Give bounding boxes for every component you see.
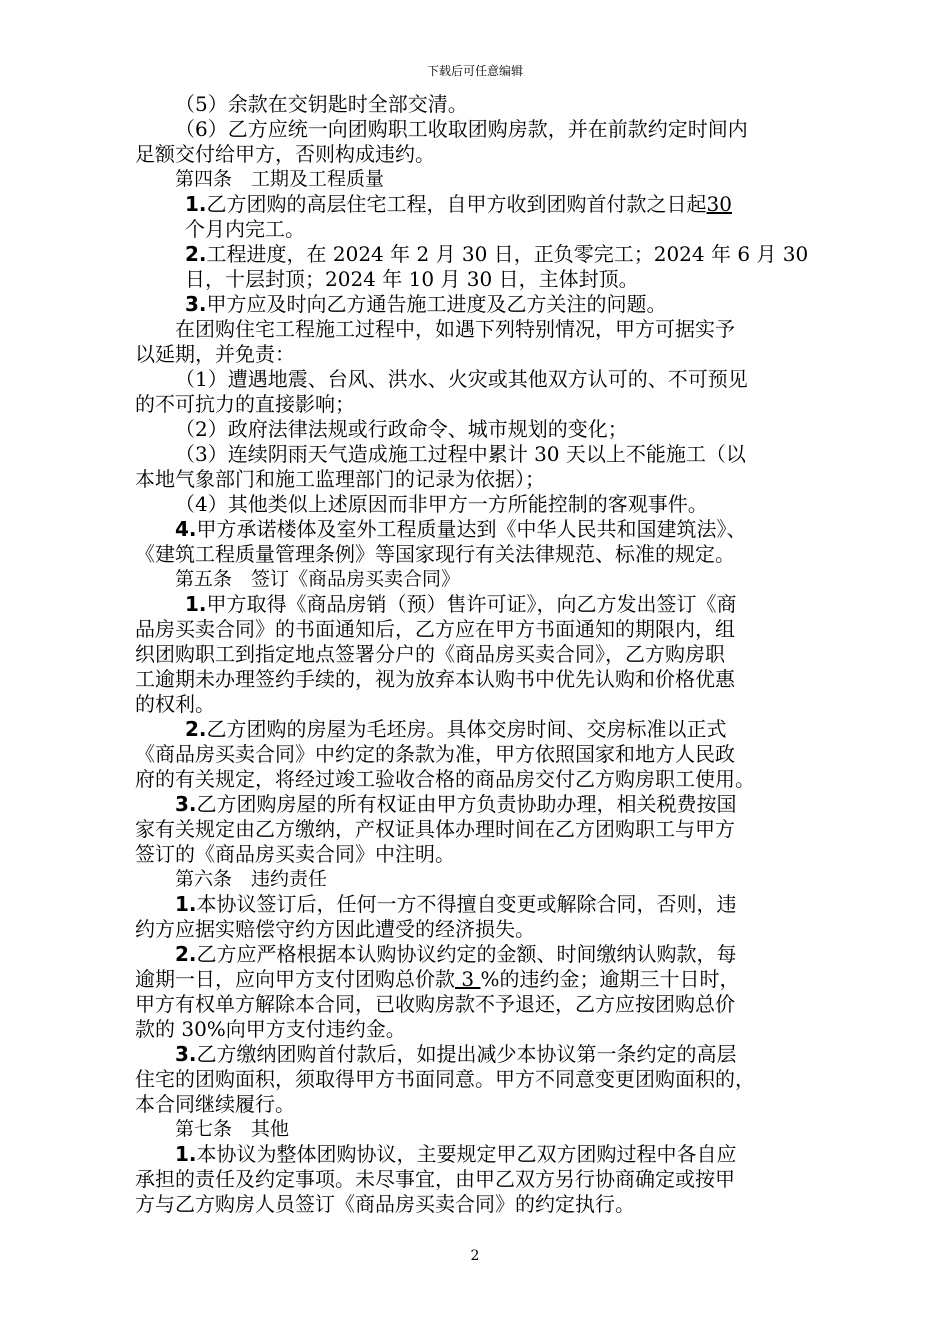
text-line	[135, 1067, 825, 1092]
text-line	[135, 617, 825, 642]
section-heading	[135, 567, 825, 592]
page-number: 2	[470, 1248, 480, 1264]
line-text: 本地气象部门和施工监理部门的记录为依据）；	[135, 467, 545, 491]
text-line	[135, 942, 825, 967]
text-line	[135, 192, 825, 217]
text-line	[135, 842, 825, 867]
text-line	[135, 92, 825, 117]
text-line	[135, 367, 825, 392]
item-number: 3.	[175, 1042, 197, 1066]
line-text: 《商品房买卖合同》中约定的条款为准，甲方依照国家和地方人民政	[135, 742, 735, 766]
line-text: 乙方缴纳团购首付款后，如提出减少本协议第一条约定的高层	[196, 1042, 737, 1066]
section-heading	[135, 867, 825, 892]
text-line	[135, 467, 825, 492]
line-text: 本协议签订后，任何一方不得擅自变更或解除合同，否则，违	[196, 892, 737, 916]
line-text: 逾期一日，应向甲方支付团购总价款	[135, 967, 455, 991]
line-text: 本合同继续履行。	[135, 1092, 295, 1116]
text-line	[135, 242, 825, 267]
line-text: 在团购住宅工程施工过程中，如遇下列特别情况，甲方可据实予	[175, 317, 735, 341]
line-text: 第四条 工期及工程质量	[175, 168, 385, 190]
text-line	[135, 992, 825, 1017]
line-text: 乙方应严格根据本认购协议约定的金额、时间缴纳认购款，每	[196, 942, 737, 966]
item-number: 2.	[175, 942, 197, 966]
text-line	[135, 642, 825, 667]
text-line	[135, 517, 825, 542]
line-text: （4）其他类似上述原因而非甲方一方所能控制的客观事件。	[175, 492, 708, 516]
line-text: 家有关规定由乙方缴纳，产权证具体办理时间在乙方团购职工与甲方	[135, 817, 735, 841]
line-text: 以延期，并免责：	[135, 342, 295, 366]
item-number: 3.	[175, 792, 197, 816]
line-text: 府的有关规定，将经过竣工验收合格的商品房交付乙方购房职工使用。	[135, 767, 755, 791]
text-line	[135, 117, 825, 142]
item-number: 4.	[175, 517, 197, 541]
line-text: （5）余款在交钥匙时全部交清。	[175, 92, 468, 116]
line-text: 个月内完工。	[185, 217, 305, 241]
line-text-after: %的违约金；逾期三十日时，	[480, 967, 740, 991]
text-line	[135, 592, 825, 617]
line-text: 款的 30%向甲方支付违约金。	[135, 1017, 406, 1041]
page-header: 下载后可任意编辑	[426, 64, 523, 78]
text-line	[135, 392, 825, 417]
line-text: 本协议为整体团购协议，主要规定甲乙双方团购过程中各自应	[196, 1142, 737, 1166]
section-heading	[135, 1117, 825, 1142]
line-text: （2）政府法律法规或行政命令、城市规划的变化；	[175, 417, 628, 441]
item-number: 1.	[185, 192, 207, 216]
line-text: 约方应据实赔偿守约方因此遭受的经济损失。	[135, 917, 535, 941]
text-line	[135, 1042, 825, 1067]
text-line	[135, 692, 825, 717]
line-text: 的不可抗力的直接影响；	[135, 392, 355, 416]
text-line	[135, 917, 825, 942]
text-line	[135, 442, 825, 467]
line-text: 第七条 其他	[175, 1118, 290, 1140]
line-text: （3）连续阴雨天气造成施工过程中累计 30 天以上不能施工（以	[175, 442, 746, 466]
line-text: 日，十层封顶；2024 年 10 月 30 日，主体封顶。	[185, 267, 639, 291]
underlined-value: 30	[706, 192, 732, 216]
underlined-value: 3	[455, 967, 481, 991]
line-text: 住宅的团购面积，须取得甲方书面同意。甲方不同意变更团购面积的，	[135, 1067, 755, 1091]
text-line	[135, 1092, 825, 1117]
item-number: 3.	[185, 292, 207, 316]
text-line	[135, 292, 825, 317]
line-text: 签订的《商品房买卖合同》中注明。	[135, 842, 455, 866]
text-line	[135, 1142, 825, 1167]
text-line	[135, 492, 825, 517]
line-text: 第五条 签订《商品房买卖合同》	[175, 568, 461, 590]
text-line	[135, 817, 825, 842]
line-text: 工逾期未办理签约手续的，视为放弃本认购书中优先认购和价格优惠	[135, 667, 735, 691]
text-line	[135, 267, 825, 292]
line-text: 乙方团购的高层住宅工程，自甲方收到团购首付款之日起	[206, 192, 707, 216]
item-number: 1.	[175, 892, 197, 916]
text-line	[135, 967, 825, 992]
text-line	[135, 417, 825, 442]
line-text: 织团购职工到指定地点签署分户的《商品房买卖合同》，乙方购房职	[135, 642, 725, 666]
line-text: 的权利。	[135, 692, 215, 716]
line-text: 承担的责任及约定事项。未尽事宜，由甲乙双方另行协商确定或按甲	[135, 1167, 735, 1191]
text-line	[135, 1192, 825, 1217]
text-line	[135, 342, 825, 367]
text-line	[135, 1017, 825, 1042]
line-text: 甲方承诺楼体及室外工程质量达到《中华人民共和国建筑法》、	[196, 517, 747, 541]
item-number: 1.	[175, 1142, 197, 1166]
line-text: 工程进度，在 2024 年 2 月 30 日，正负零完工；2024 年 6 月 30	[206, 242, 809, 266]
section-heading	[135, 167, 825, 192]
text-line	[135, 892, 825, 917]
line-text: 甲方应及时向乙方通告施工进度及乙方关注的问题。	[206, 292, 667, 316]
line-text: 乙方团购的房屋为毛坯房。具体交房时间、交房标准以正式	[206, 717, 727, 741]
line-text: 乙方团购房屋的所有权证由甲方负责协助办理，相关税费按国	[196, 792, 737, 816]
text-line	[135, 317, 825, 342]
line-text: 第六条 违约责任	[175, 868, 328, 890]
text-line	[135, 792, 825, 817]
item-number: 2.	[185, 242, 207, 266]
line-text: （6）乙方应统一向团购职工收取团购房款，并在前款约定时间内	[175, 117, 748, 141]
line-text: 甲方取得《商品房销（预）售许可证》，向乙方发出签订《商	[206, 592, 737, 616]
text-line	[135, 142, 825, 167]
document-body	[135, 92, 825, 1217]
text-line	[135, 542, 825, 567]
text-line	[135, 1167, 825, 1192]
line-text: 方与乙方购房人员签订《商品房买卖合同》的约定执行。	[135, 1192, 635, 1216]
line-text: 《建筑工程质量管理条例》等国家现行有关法律规范、标准的规定。	[135, 542, 735, 566]
text-line	[135, 717, 825, 742]
text-line	[135, 667, 825, 692]
line-text: （1）遭遇地震、台风、洪水、火灾或其他双方认可的、不可预见	[175, 367, 748, 391]
text-line	[135, 742, 825, 767]
item-number: 2.	[185, 717, 207, 741]
text-line	[135, 217, 825, 242]
text-line	[135, 767, 825, 792]
line-text: 品房买卖合同》的书面通知后，乙方应在甲方书面通知的期限内，组	[135, 617, 735, 641]
line-text: 甲方有权单方解除本合同，已收购房款不予退还，乙方应按团购总价	[135, 992, 735, 1016]
line-text: 足额交付给甲方，否则构成违约。	[135, 142, 435, 166]
item-number: 1.	[185, 592, 207, 616]
